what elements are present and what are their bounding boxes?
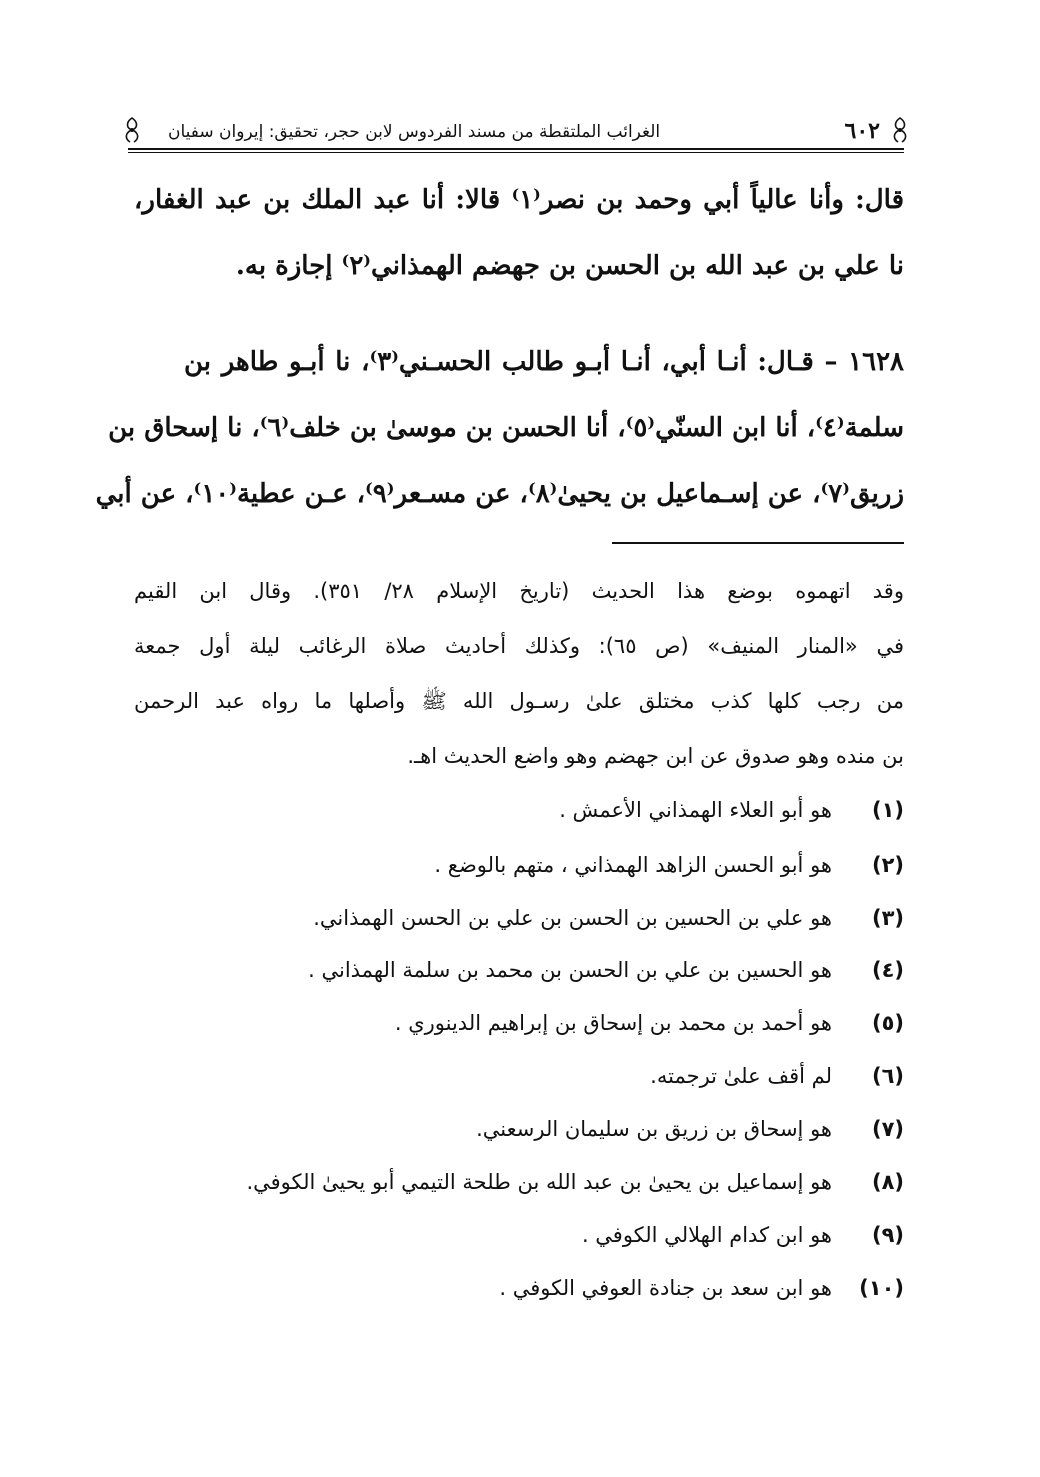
- footnote-item: [134, 1109, 904, 1149]
- footnote-text: هو ابن كدام الهلالي الكوفي .: [581, 1223, 832, 1247]
- footnote-number: (١٠): [859, 1276, 904, 1300]
- main-text-line: نا علي بن عبد الله بن الحسن بن جهضم الهمذاني⁽٢⁾ إجازة به.: [235, 251, 904, 281]
- footnote-continuation-line: من رجب كلها كذب مختلق علىٰ رسـول الله ﷺ وأصلها ما رواه عبد الرحمن: [134, 689, 904, 713]
- footnote-text: هو ابن سعد بن جنادة العوفي الكوفي .: [499, 1276, 832, 1300]
- footnote-continuation-line: بن منده وهو صدوق عن ابن جهضم وهو واضع الحديث اهـ.: [407, 744, 904, 768]
- footnote-item: [134, 845, 904, 885]
- footnote-item: [134, 898, 904, 938]
- footnote-number: (٢): [871, 853, 904, 877]
- footnote-number: (٩): [871, 1223, 904, 1247]
- footnote-text: هو علي بن الحسين بن الحسن بن علي بن الحسن الهمذاني.: [313, 906, 832, 930]
- footnote-text: هو أبو العلاء الهمذاني الأعمش .: [559, 798, 832, 822]
- footnote-item: [134, 950, 904, 990]
- footnote-item: [134, 1056, 904, 1096]
- footnote-number: (١): [871, 798, 904, 822]
- footnote-text: هو أبو الحسن الزاهد الهمذاني ، متهم بالوضع .: [434, 853, 832, 877]
- main-text-line: زريق⁽٧⁾، عن إسـماعيل بن يحيىٰ⁽٨⁾، عن مسـعر⁽٩⁾، عـن عطية⁽١٠⁾، عن أبي: [95, 479, 904, 509]
- footnote-item: [134, 1215, 904, 1255]
- footnote-number: (٤): [871, 958, 904, 982]
- footnote-number: (٨): [871, 1170, 904, 1194]
- floral-ornament-icon: [884, 114, 916, 146]
- footnote-text: هو أحمد بن محمد بن إسحاق بن إبراهيم الدينوري .: [394, 1011, 832, 1035]
- header-rule: [128, 152, 904, 153]
- page-header: [128, 112, 904, 152]
- footnote-item: [134, 1162, 904, 1202]
- footnote-number: (٣): [871, 906, 904, 930]
- footnote-text: هو إسماعيل بن يحيىٰ بن عبد الله بن طلحة التيمي أبو يحيىٰ الكوفي.: [246, 1170, 832, 1194]
- main-text-line: قال: وأنا عالياً أبي وحمد بن نصر⁽١⁾ قالا: أنا عبد الملك بن عبد الغفار،: [134, 185, 904, 215]
- footnote-continuation-line: وقد اتهموه بوضع هذا الحديث (تاريخ الإسلام ٢٨/ ٣٥١). وقال ابن القيم: [134, 579, 904, 603]
- footnote-divider: [612, 542, 904, 544]
- footnote-text: لم أقف علىٰ ترجمته.: [650, 1064, 832, 1088]
- floral-ornament-icon: [116, 114, 148, 146]
- footnote-number: (٧): [871, 1117, 904, 1141]
- footnote-continuation-line: في «المنار المنيف» (ص ٦٥): وكذلك أحاديث صلاة الرغائب ليلة أول جمعة: [134, 634, 904, 658]
- page-number: ٦٠٢: [844, 118, 880, 144]
- footnote-text: هو الحسين بن علي بن الحسن بن محمد بن سلمة الهمذاني .: [308, 958, 832, 982]
- footnote-item: [134, 1003, 904, 1043]
- footnote-item: [134, 790, 904, 830]
- header-rule: [128, 148, 904, 150]
- footnote-number: (٥): [871, 1011, 904, 1035]
- main-text-line: سلمة⁽٤⁾، أنا ابن السنّي⁽٥⁾، أنا الحسن بن موسىٰ بن خلف⁽٦⁾، نا إسحاق بن: [108, 413, 904, 443]
- footnote-item: [134, 1268, 904, 1308]
- footnote-number: (٦): [871, 1064, 904, 1088]
- running-title: الغرائب الملتقطة من مسند الفردوس لابن حجر، تحقيق: إيروان سفيان: [168, 122, 661, 142]
- footnote-text: هو إسحاق بن زريق بن سليمان الرسعني.: [476, 1117, 832, 1141]
- hadith-number-line: ١٦٢٨ – قـال: أنـا أبي، أنـا أبـو طالب الحسـني⁽٣⁾، نا أبـو طاهر بن: [184, 347, 905, 377]
